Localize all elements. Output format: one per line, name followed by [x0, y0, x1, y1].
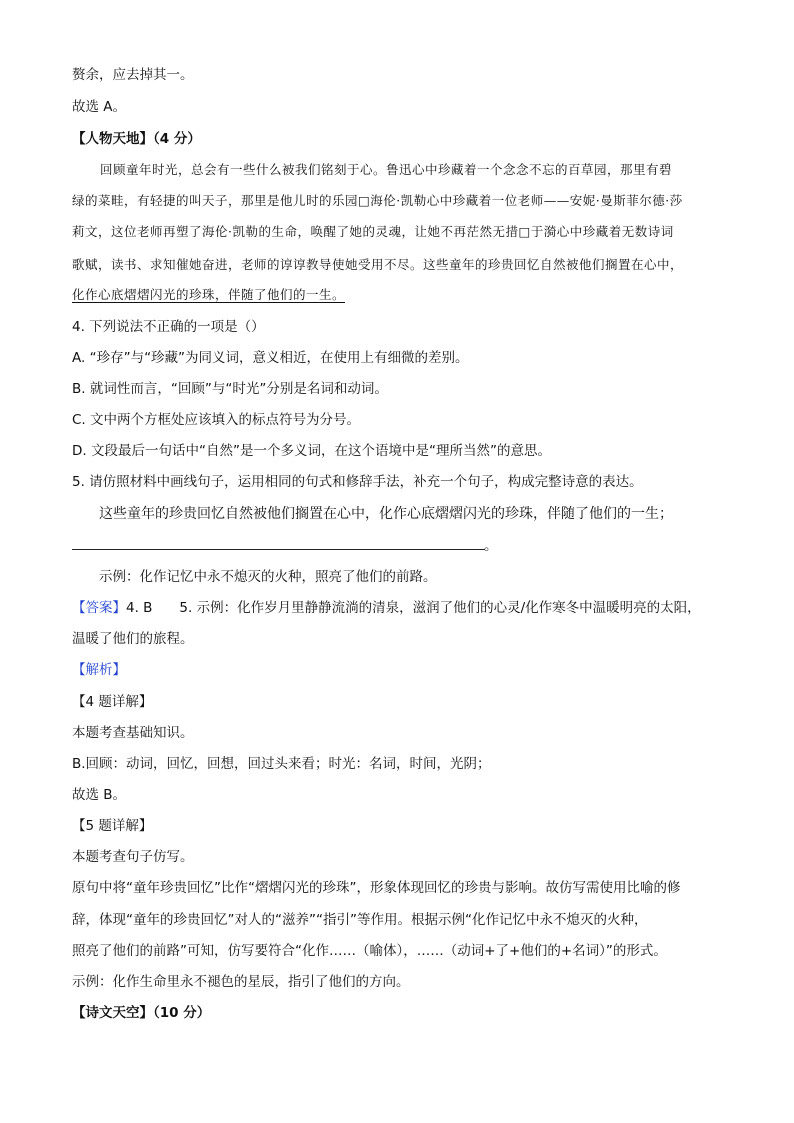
- passage-line: 绿的菜畦，有轻捷的叫天子，那里是他儿时的乐园□海伦·凯勒心中珍藏着一位老师——安妮·曼斯菲尔德·莎: [72, 193, 683, 208]
- passage-line: 歌赋，读书、求知催她奋进，老师的谆谆教导使她受用不尽。这些童年的珍贵回忆自然被他们搁置在心中，: [72, 257, 684, 272]
- question-5-example: 示例：化作记忆中永不熄灭的火种，照亮了他们的前路。: [99, 569, 437, 585]
- detail-text: 本题考查句子仿写。: [72, 849, 194, 865]
- answer-blank-line: [72, 549, 485, 550]
- answer-tag: 【答案】: [72, 600, 126, 616]
- detail-text: 照亮了他们的前路”可知，仿写要符合“化作……（喻体），……（动词+了+他们的+名词）”的形式。: [72, 943, 667, 959]
- option-a: A. “珍存”与“珍藏”为同义词，意义相近，在使用上有细微的差别。: [72, 350, 469, 366]
- section-heading-renwu: [72, 129, 201, 149]
- detail-text: 原句中将“童年珍贵回忆”比作“熠熠闪光的珍珠”，形象体现回忆的珍贵与影响。故仿写需使用比喻的修: [72, 880, 681, 896]
- detail-text: 示例：化作生命里永不褪色的星辰，指引了他们的方向。: [72, 974, 410, 990]
- underlined-sentence: 化作心底熠熠闪光的珍珠，伴随了他们的一生。: [72, 287, 346, 302]
- text-line: 故选 A。: [72, 99, 127, 115]
- section-score: （4 分）: [153, 131, 201, 147]
- section-heading-shiwen: [72, 1003, 210, 1023]
- detail-text: B.回顾：动词，回忆，回想，回过头来看；时光：名词，时间，光阴；: [72, 756, 491, 772]
- detail-text: 本题考查基础知识。: [72, 725, 194, 741]
- analysis-tag: 【解析】: [72, 662, 126, 678]
- detail-text: 辞，体现“童年的珍贵回忆”对人的“滋养”“指引”等作用。根据示例“化作记忆中永不熄灭的火种，: [72, 912, 648, 928]
- answer-line: 温暖了他们的旅程。: [72, 631, 194, 647]
- section-title: 【诗文天空】: [72, 1005, 153, 1021]
- section-score: （10 分）: [153, 1005, 211, 1021]
- passage-line: 莉文，这位老师再塑了海伦·凯勒的生命，唤醒了她的灵魂，让她不再茫然无措□于漪心中珍藏着无数诗词: [72, 224, 674, 239]
- blank-period: 。: [484, 538, 498, 554]
- option-d: D. 文段最后一句话中“自然”是一个多义词，在这个语境中是“理所当然”的意思。: [72, 443, 551, 459]
- section-title: 【人物天地】: [72, 131, 153, 147]
- text-line: 赘余，应去掉其一。: [72, 67, 194, 83]
- detail-text: 故选 B。: [72, 787, 127, 803]
- detail-heading-4: 【4 题详解】: [72, 694, 153, 710]
- question-4: 4. 下列说法不正确的一项是（）: [72, 319, 265, 335]
- option-b: B. 就词性而言，“回顾”与“时光”分别是名词和动词。: [72, 381, 388, 397]
- detail-heading-5: 【5 题详解】: [72, 818, 153, 834]
- question-5: 5. 请仿照材料中画线句子，运用相同的句式和修辞手法，补充一个句子，构成完整诗意的表达。: [72, 474, 643, 490]
- passage-line: 回顾童年时光，总会有一些什么被我们铭刻于心。鲁迅心中珍藏着一个念念不忘的百草园，那里有碧: [100, 162, 673, 177]
- answer-text: 4. B 5. 示例：化作岁月里静静流淌的清泉，滋润了他们的心灵/化作寒冬中温暖明亮的太阳，: [126, 600, 701, 616]
- option-c: C. 文中两个方框处应该填入的标点符号为分号。: [72, 412, 361, 428]
- answer-line: [72, 598, 701, 618]
- question-5-sentence: 这些童年的珍贵回忆自然被他们搁置在心中，化作心底熠熠闪光的珍珠，伴随了他们的一生；: [99, 506, 673, 522]
